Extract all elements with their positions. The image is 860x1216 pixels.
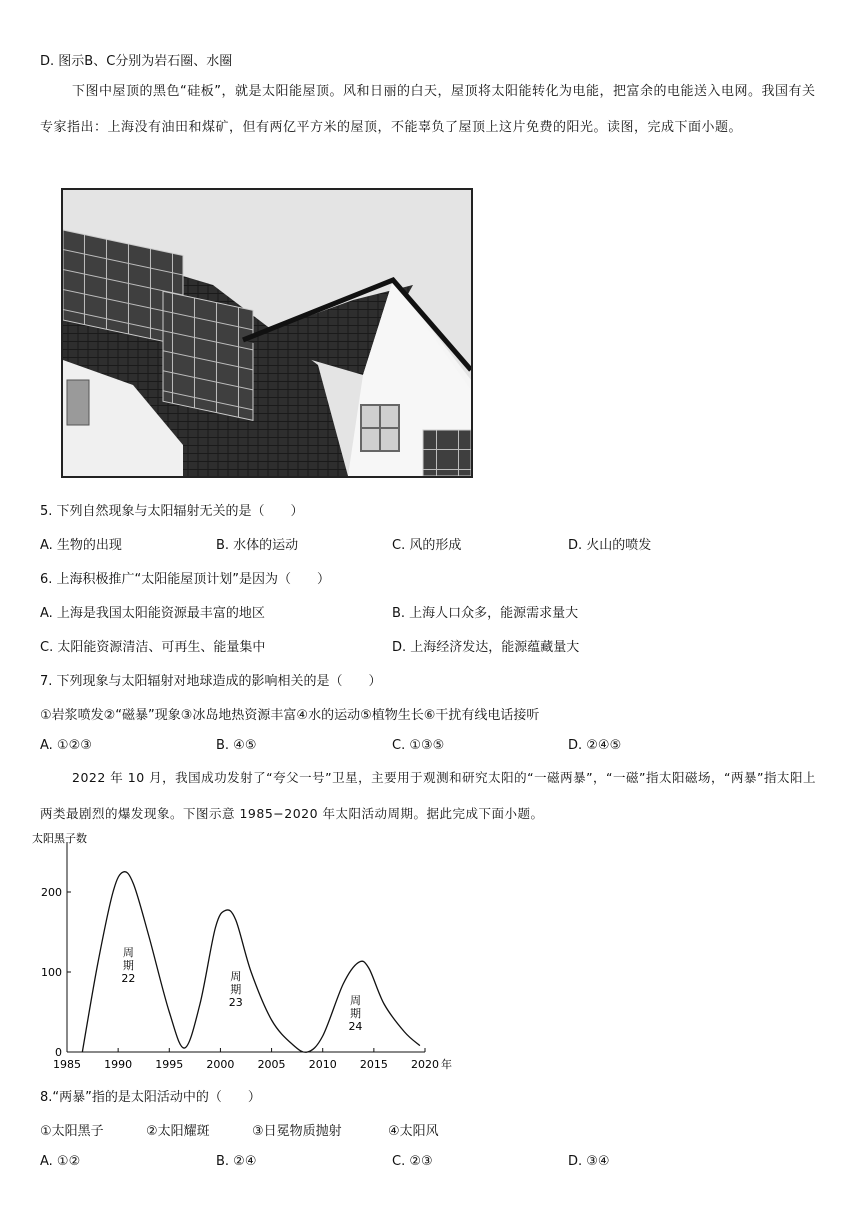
chart-x-tick-label: 2005: [257, 1058, 286, 1071]
chart-x-tick-label: 2015: [359, 1058, 388, 1071]
question-6-stem: 6. 上海积极推广“太阳能屋顶计划”是因为（ ）: [40, 572, 331, 587]
chart-y-tick-label: 200: [41, 886, 62, 899]
chart-x-tick-label: 2010: [308, 1058, 337, 1071]
chart-cycle-label: 期: [230, 983, 242, 996]
q5-option-b[interactable]: B. 水体的运动: [216, 538, 299, 553]
chart-x-tick-label: 1985: [53, 1058, 81, 1071]
q7-option-d[interactable]: D. ②④⑤: [568, 738, 622, 753]
question-5-stem: 5. 下列自然现象与太阳辐射无关的是（ ）: [40, 504, 304, 519]
q8-option-a[interactable]: A. ①②: [40, 1154, 81, 1169]
intro-paragraph-solar-roof: 下图中屋顶的黑色“硅板”，就是太阳能屋顶。风和日丽的白天，屋顶将太阳能转化为电能，把富余的电能送入电网。我国有关专家指出：上海没有油田和煤矿，但有两亿平方米的屋顶，不能辜负了屋顶上这片免费的阳光。读图，完成下面小题。: [40, 84, 816, 135]
chart-cycle-label: 周: [122, 946, 134, 959]
question-7-stem: 7. 下列现象与太阳辐射对地球造成的影响相关的是（ ）: [40, 674, 382, 689]
intro-paragraph-solar-cycle: 2022 年 10 月，我国成功发射了“夸父一号”卫星，主要用于观测和研究太阳的“一磁两暴”，“一磁”指太阳磁场，“两暴”指太阳上两类最剧烈的爆发现象。下图示意 1985−2020 年太阳活动周期。据此完成下面小题。: [40, 770, 816, 821]
q8-option-b[interactable]: B. ②④: [216, 1154, 257, 1169]
chart-cycle-label: 周: [230, 970, 242, 983]
chart-cycle-label: 周: [349, 994, 361, 1007]
chart-cycle-labels: [121, 946, 362, 1033]
q6-option-d[interactable]: D. 上海经济发达，能源蕴藏量大: [392, 640, 580, 655]
q7-option-a[interactable]: A. ①②③: [40, 738, 92, 753]
chart-cycle-label: 24: [348, 1020, 363, 1033]
q5-option-d[interactable]: D. 火山的喷发: [568, 538, 652, 553]
previous-option-d: D. 图示B、C分别为岩石圈、水圈: [40, 54, 233, 69]
chart-x-axis-label: 年: [441, 1058, 452, 1071]
chart-x-tick-label: 1995: [155, 1058, 184, 1071]
q8-item-3: ③日冕物质抛射: [252, 1124, 342, 1139]
q8-item-1: ①太阳黑子: [40, 1124, 104, 1139]
q8-option-c[interactable]: C. ②③: [392, 1154, 433, 1169]
chart-cycle-label: 期: [349, 1007, 361, 1020]
solar-roof-illustration: [63, 190, 471, 476]
chart-x-tick-label: 2020: [411, 1058, 439, 1071]
chart-y-axis-label: 太阳黑子数: [32, 832, 87, 845]
solar-roof-photo: [61, 188, 473, 478]
q6-option-c[interactable]: C. 太阳能资源清洁、可再生、能量集中: [40, 640, 266, 655]
q5-option-c[interactable]: C. 风的形成: [392, 538, 462, 553]
chart-y-tick-label: 0: [55, 1046, 62, 1059]
q7-option-b[interactable]: B. ④⑤: [216, 738, 257, 753]
question-7-items: ①岩浆喷发②“磁暴”现象③冰岛地热资源丰富④水的运动⑤植物生长⑥干扰有线电话接听: [40, 708, 540, 723]
q8-option-d[interactable]: D. ③④: [568, 1154, 610, 1169]
chart-y-tick-label: 100: [41, 966, 62, 979]
q6-option-a[interactable]: A. 上海是我国太阳能资源最丰富的地区: [40, 606, 265, 621]
chart-cycle-label: 23: [228, 996, 243, 1009]
q8-item-4: ④太阳风: [388, 1124, 439, 1139]
q5-option-a[interactable]: A. 生物的出现: [40, 538, 122, 553]
q6-option-b[interactable]: B. 上海人口众多，能源需求量大: [392, 606, 579, 621]
q7-option-c[interactable]: C. ①③⑤: [392, 738, 445, 753]
question-8-stem: 8.“两暴”指的是太阳活动中的（ ）: [40, 1090, 261, 1105]
chart-cycle-label: 期: [122, 959, 134, 972]
chart-cycle-label: 22: [121, 972, 136, 985]
chart-x-tick-label: 1990: [104, 1058, 133, 1071]
sunspot-cycle-chart: [30, 828, 460, 1076]
chart-ticks: [41, 886, 452, 1071]
chart-x-tick-label: 2000: [206, 1058, 235, 1071]
q8-item-2: ②太阳耀斑: [146, 1124, 210, 1139]
